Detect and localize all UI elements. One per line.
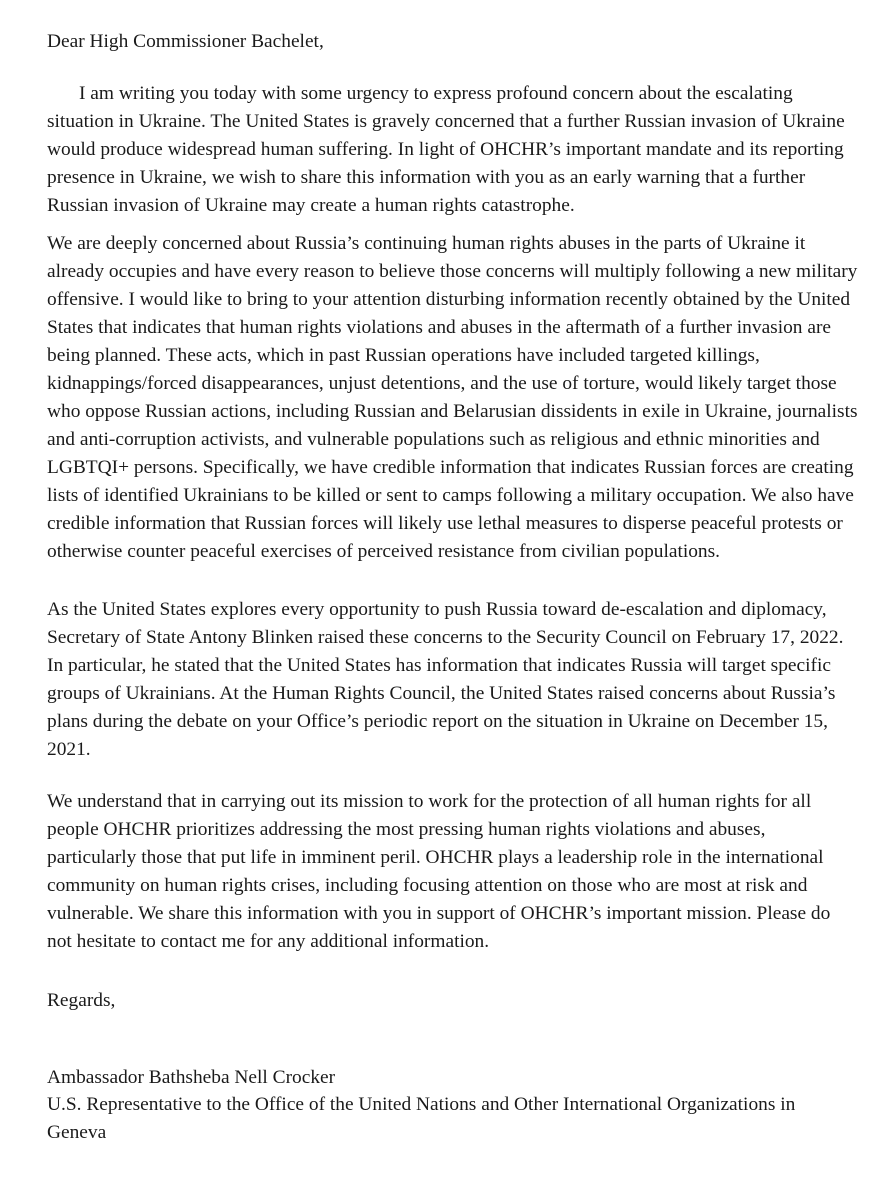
signature-name: Ambassador Bathsheba Nell Crocker <box>47 1067 336 1088</box>
paragraph-opening: I am writing you today with some urgency to express profound concern about the escalating situation in Ukraine. The United States is gravely concerned that a further Russian invasion of Ukraine would produce widespread human suffering. In light of OHCHR’s important mandate and its reporting presence in Ukraine, we wish to share this information with you as an early warning that a further Russian invasion of Ukraine may create a human rights catastrophe. <box>47 83 845 216</box>
closing: Regards, <box>47 990 116 1011</box>
signature-title: U.S. Representative to the Office of the United Nations and Other International Organizations in Geneva <box>47 1094 796 1143</box>
paragraph-mission: We understand that in carrying out its mission to work for the protection of all human rights for all people OHCHR prioritizes addressing the most pressing human rights violations and abuses, particularly those that put life in imminent peril. OHCHR plays a leadership role in the international community on human rights crises, including focusing attention on those who are most at risk and vulnerable. We share this information with you in support of OHCHR’s important mission. Please do not hesitate to contact me for any additional information. <box>47 791 831 952</box>
salutation: Dear High Commissioner Bachelet, <box>47 31 324 52</box>
paragraph-diplomacy: As the United States explores every opportunity to push Russia toward de-escalation and diplomacy, Secretary of State Antony Blinken raised these concerns to the Security Council on February 17, 2022. In particular, he stated that the United States has information that indicates Russia will target specific groups of Ukrainians. At the Human Rights Council, the United States raised concerns about Russia’s plans during the debate on your Office’s periodic report on the situation in Ukraine on December 15, 2021. <box>47 599 844 760</box>
paragraph-concerns: We are deeply concerned about Russia’s continuing human rights abuses in the parts of Ukraine it already occupies and have every reason to believe those concerns will multiply following a new military offensive. I would like to bring to your attention disturbing information recently obtained by the United States that indicates that human rights violations and abuses in the aftermath of a further invasion are being planned. These acts, which in past Russian operations have included targeted killings, kidnappings/forced disappearances, unjust detentions, and the use of torture, would likely target those who oppose Russian actions, including Russian and Belarusian dissidents in exile in Ukraine, journalists and anti-corruption activists, and vulnerable populations such as religious and ethnic minorities and LGBTQI+ persons. Specifically, we have credible information that indicates Russian forces are creating lists of identified Ukrainians to be killed or sent to camps following a military occupation. We also have credible information that Russian forces will likely use lethal measures to disperse peaceful protests or otherwise counter peaceful exercises of perceived resistance from civilian populations. <box>47 233 858 562</box>
